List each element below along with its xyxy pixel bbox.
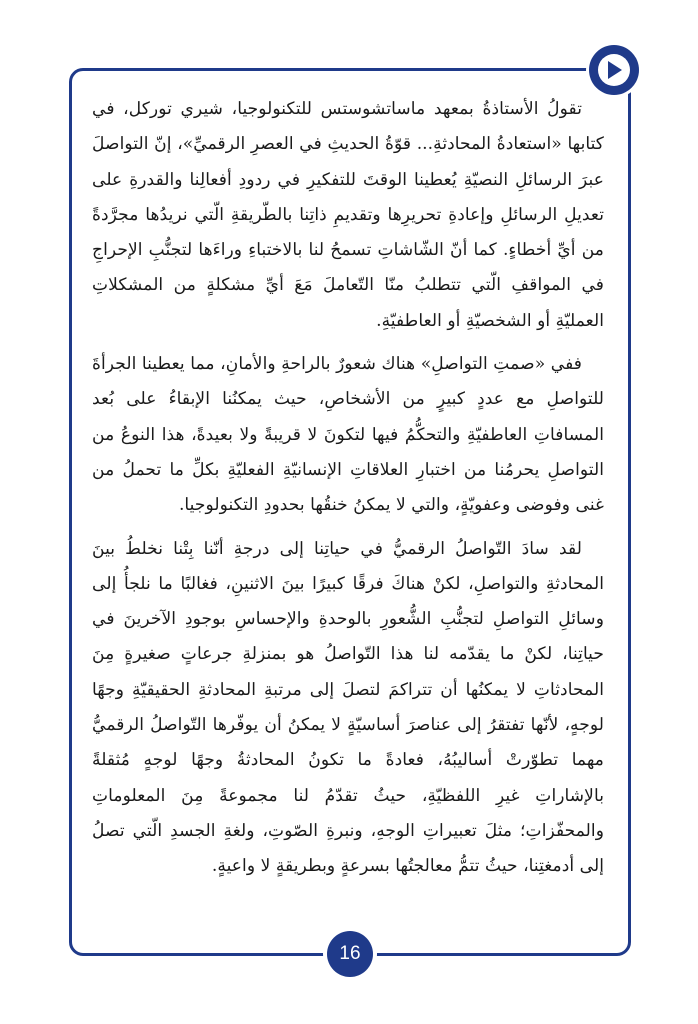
- paragraph-1: تقولُ الأستاذةُ بمعهد ماساتشوستس للتكنولوجيا، شيري توركل، في كتابها «استعادةُ المحادثةِ... قوّةُ الحديثِ في العصرِ الرقميِّ»، إنّ التواصلَ عبرَ الرسائلِ النصيّةِ يُعطينا الوقتَ للتفكيرِ في ردودِ أفعالِنا والقدرةِ على تعديلِ الرسائلِ وإعادةِ تحريرِها وتقديمِ ذاتِنا بالطّريقةِ الّتي نريدُها مجرَّدةً من أيِّ أخطاءٍ. كما أنّ الشّاشاتِ تسمحُ لنا بالاختباءِ وراءَها لتجنُّبِ الإحراجِ في المواقفِ الّتي تتطلبُ منّا التّعاملَ مَعَ أيِّ مشكلةٍ من المشكلاتِ العمليّةِ أو الشخصيّةِ أو العاطفيّةِ.: [92, 99, 604, 331]
- paragraph-2: ففي «صمتِ التواصلِ» هناك شعورٌ بالراحةِ والأمانِ، مما يعطينا الجرأةَ للتواصلِ مع عددٍ كبيرٍ من الأشخاصِ، حيث يمكنُنا الإبقاءُ على بُعد المسافاتِ العاطفيّةِ والتحكُّمُ فيها لتكونَ لا قريبةً ولا بعيدةً، هذا النوعُ من التواصلِ يحرمُنا من اختبارِ العلاقاتِ الإنسانيّةِ الفعليّةِ بكلِّ ما تحملُ من غنى وفوضى وعفويّةٍ، والتي لا يمكنُ خنقُها بحدودِ التكنولوجيا.: [92, 354, 604, 516]
- paragraph-3: لقد سادَ التّواصلُ الرقميُّ في حياتِنا إلى درجةِ أنّنا بِتْنا نخلطُ بينَ المحادثةِ والتواصلِ، لكنْ هناكَ فرقًا كبيرًا بينَ الاثنينِ، فغالبًا ما نلجأُ إلى وسائلِ التواصلِ لتجنُّبِ الشُّعورِ بالوحدةِ والإحساسِ بوجودِ الآخرينَ في حياتِنا، لكنْ ما يقدّمه لنا هذا التّواصلُ هو بمنزلةِ جرعاتٍ صغيرةٍ مِنَ المحادثاتِ لا يمكنُها أن تتراكمَ لتصلَ إلى مرتبةِ المحادثةِ الحقيقيّةِ وجهًا لوجهٍ، لأنّها تفتقرُ إلى عناصرَ أساسيّةٍ لا يمكنُ أن يوفّرها التّواصلُ الرقميُّ مهما تطوّرتْ أساليبُهُ، فعادةً ما تكونُ المحادثةُ وجهًا لوجهٍ مُثقلةً بالإشاراتِ غيرِ اللفظيّةِ، حيثُ تقدّمُ لنا مجموعةً مِنَ المعلوماتِ والمحفّزاتِ؛ مثلَ تعبيراتِ الوجهِ، ونبرةِ الصّوتِ، ولغةِ الجسدِ الّتي تصلُ إلى أدمغتِنا، حيثُ تتمُّ معالجتُها بسرعةٍ وبطريقةٍ لا واعيةٍ.: [92, 538, 604, 877]
- play-triangle-icon: [605, 60, 623, 80]
- play-icon-inner: [598, 54, 630, 86]
- article-body: [92, 92, 604, 893]
- play-icon[interactable]: [589, 45, 639, 95]
- page-number-badge: 16: [327, 931, 373, 977]
